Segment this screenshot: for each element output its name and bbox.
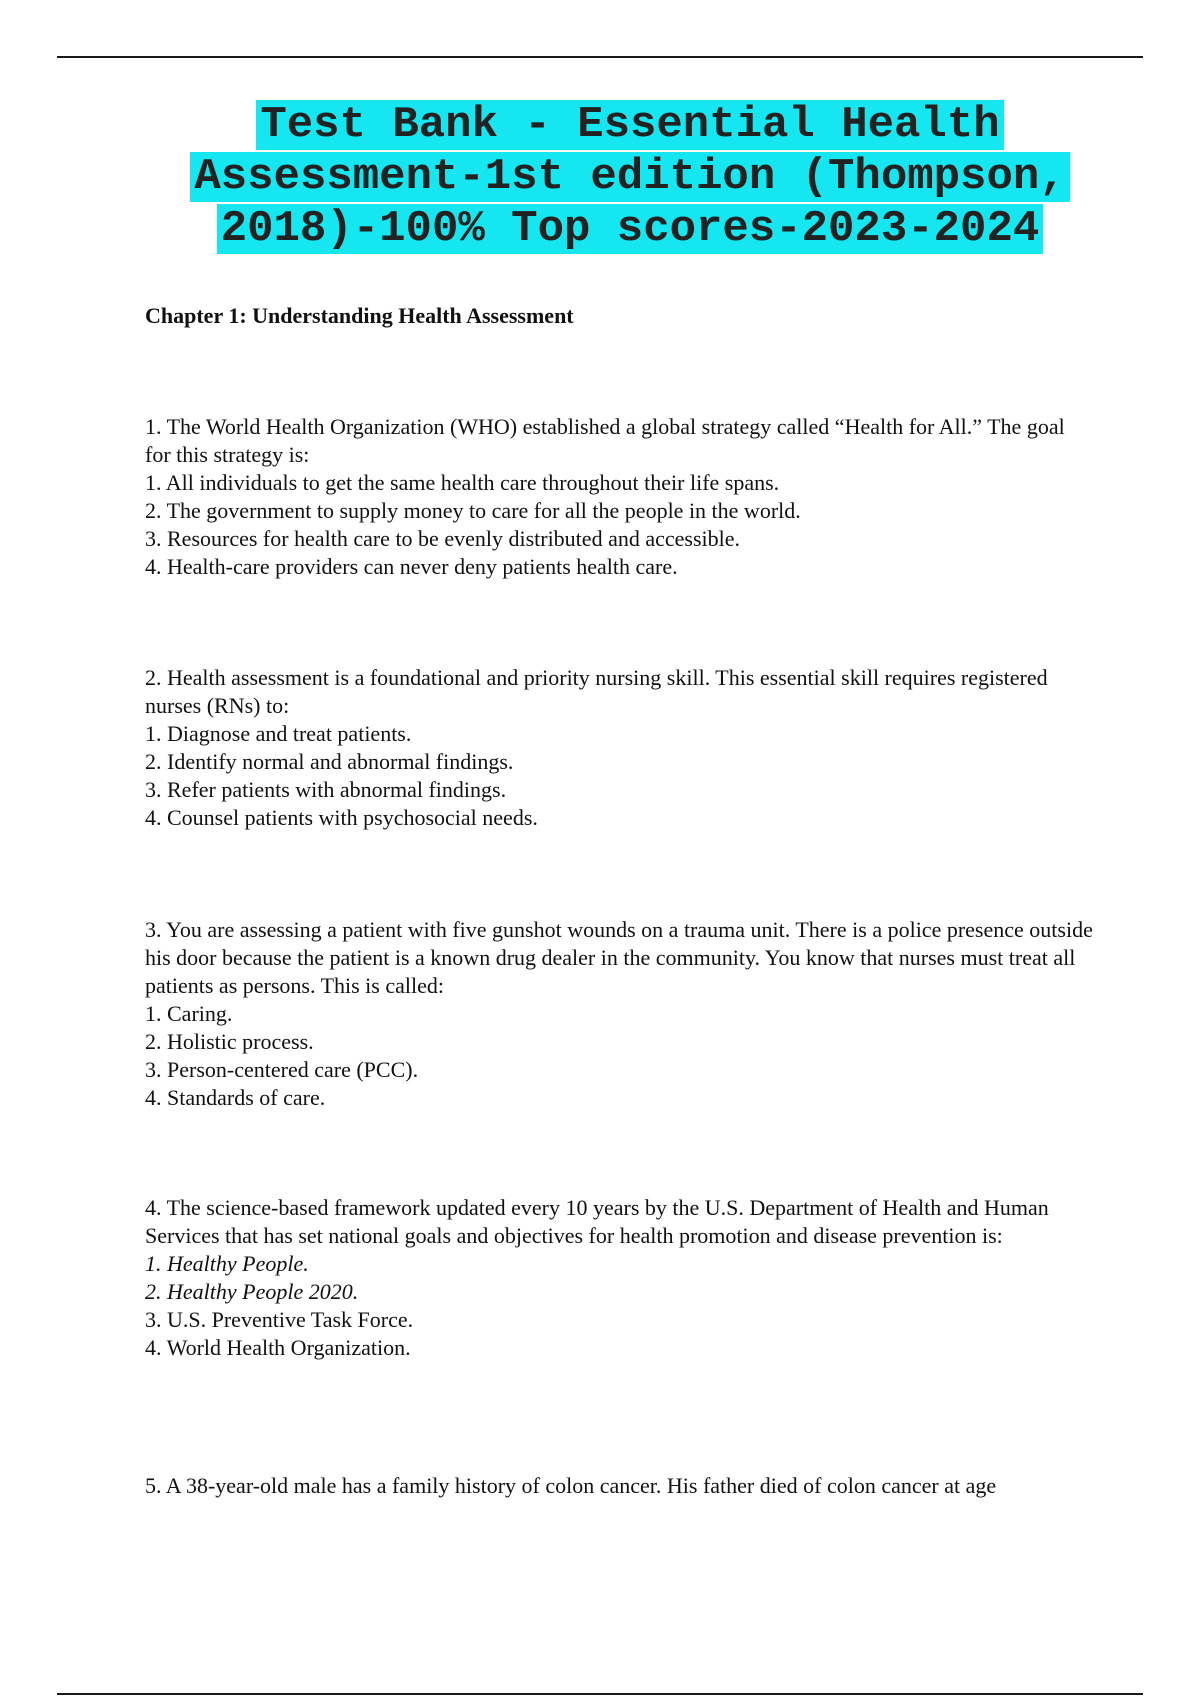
question-stem: 3. You are assessing a patient with five gunshot wounds on a trauma unit. There is a police presence outside his door because the patient is a known drug dealer in the community. You know that nurses must treat all patients as persons. This is called: (145, 917, 1093, 998)
question-3 (145, 916, 1095, 1112)
question-2 (145, 664, 1095, 832)
answer-option: 3. U.S. Preventive Task Force. (145, 1307, 414, 1332)
answer-option: 1. Diagnose and treat patients. (145, 721, 412, 746)
answer-option: 4. Health-care providers can never deny patients health care. (145, 554, 678, 579)
answer-option: 2. Holistic process. (145, 1029, 314, 1054)
answer-option: 4. Standards of care. (145, 1085, 326, 1110)
answer-option: 1. Caring. (145, 1001, 233, 1026)
answer-option: 3. Person-centered care (PCC). (145, 1057, 419, 1082)
title-line-2: Assessment-1st edition (Thompson, (190, 152, 1069, 202)
question-stem: 1. The World Health Organization (WHO) established a global strategy called “Health for All.” The goal for this strategy is: (145, 414, 1065, 467)
answer-option: 2. Identify normal and abnormal findings. (145, 749, 514, 774)
answer-option: 2. Healthy People 2020. (145, 1279, 359, 1304)
answer-option: 4. World Health Organization. (145, 1335, 411, 1360)
answer-option: 1. Healthy People. (145, 1251, 309, 1276)
question-stem: 4. The science-based framework updated every 10 years by the U.S. Department of Health and Human Services that has set national goals and objectives for health promotion and disease prevention is: (145, 1195, 1049, 1248)
question-5 (145, 1472, 1095, 1500)
answer-option: 1. All individuals to get the same health care throughout their life spans. (145, 470, 780, 495)
answer-option: 2. The government to supply money to care for all the people in the world. (145, 498, 801, 523)
document-title (150, 99, 1110, 255)
top-rule (57, 56, 1143, 58)
answer-option: 3. Resources for health care to be evenly distributed and accessible. (145, 526, 740, 551)
bottom-rule (57, 1693, 1143, 1695)
answer-option: 4. Counsel patients with psychosocial needs. (145, 805, 538, 830)
question-4 (145, 1194, 1095, 1362)
question-stem: 5. A 38-year-old male has a family history of colon cancer. His father died of colon cancer at age (145, 1473, 997, 1498)
title-line-3: 2018)-100% Top scores-2023-2024 (217, 204, 1044, 254)
answer-option: 3. Refer patients with abnormal findings. (145, 777, 507, 802)
chapter-heading: Chapter 1: Understanding Health Assessment (145, 303, 574, 328)
question-stem: 2. Health assessment is a foundational and priority nursing skill. This essential skill requires registered nurses (RNs) to: (145, 665, 1048, 718)
title-line-1: Test Bank - Essential Health (256, 100, 1003, 150)
question-1 (145, 413, 1095, 581)
